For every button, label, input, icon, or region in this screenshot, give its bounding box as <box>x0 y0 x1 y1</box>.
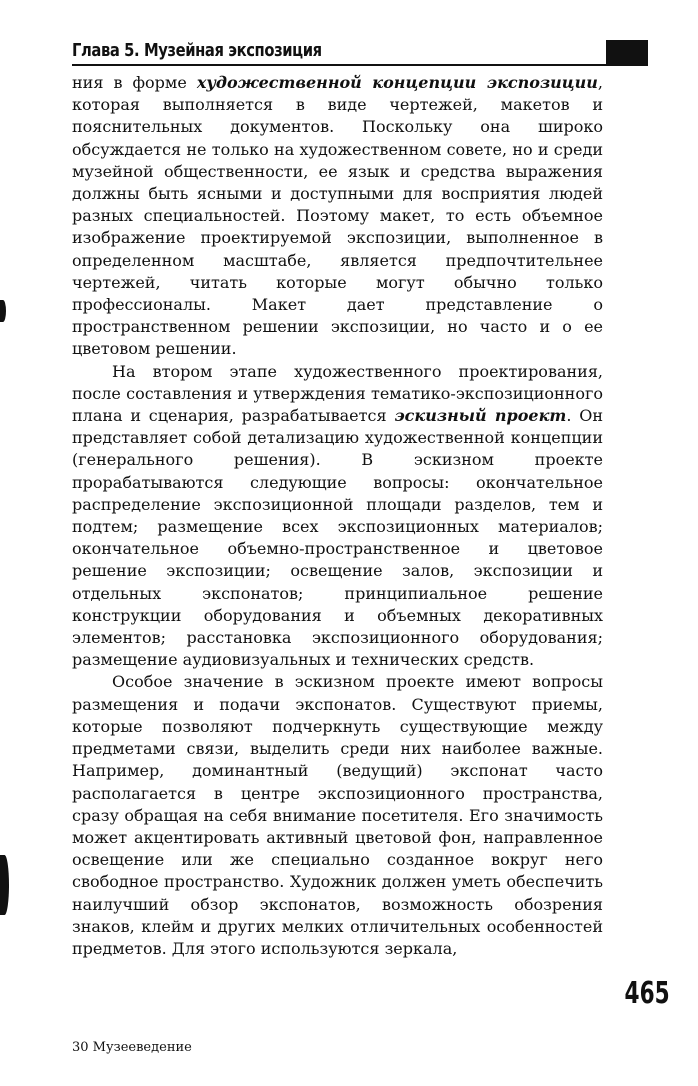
paragraph-2-text-after: . Он представляет собой детализацию художественной концепции (генерального решения). В эскизном проекте прорабатываются следующие вопросы: окончательное распределение экспозиционной площади разделов, тем и подтем; размещение всех экспозиционных материалов; окончательное объемно-пространственное и цветовое решение экспозиции; освещение залов, экспозиции и отдельных экспонатов; принципиальное решение конструкции оборудования и объемных декоративных элементов; расстановка экспозиционного оборудования; размещение аудиовизуальных и технических средств. <box>72 406 604 670</box>
body-text <box>72 72 603 960</box>
term-art-concept: художественной концепции экспозиции <box>196 73 598 92</box>
paragraph-1 <box>72 72 603 361</box>
term-sketch-project: эскизный проект <box>394 406 567 426</box>
paragraph-1-text-after: , которая выполняется в виде чертежей, макетов и пояснительных документов. Поскольку она широко обсуждается не только на художественном совете, но и среди музейной общественности, ее язык и средства выражения должны быть ясными и доступными для восприятия людей разных специальностей. Поэтому макет, то есть объемное изображение проектируемой экспозиции, выполненное в определенном масштабе, является предпочтительнее чертежей, читать которые могут обычно только профессионалы. Макет дает представление о пространственном решении экспозиции, но часто и о ее цветовом решении. <box>72 73 603 359</box>
header-black-block <box>606 40 648 64</box>
footer-signature: 30 Музееведение <box>72 1040 192 1055</box>
paragraph-3 <box>72 671 603 960</box>
paragraph-2 <box>72 361 603 672</box>
scan-edge-mark <box>0 300 6 322</box>
paragraph-1-text-before: ния в форме <box>72 73 197 92</box>
running-header <box>72 40 648 66</box>
scan-edge-mark <box>0 855 9 915</box>
paragraph-2-text-before: На втором этапе художественного проектирования, после составления и утверждения тематико-экспозиционного плана и сценария, разрабатывается <box>72 361 603 426</box>
page-number: 465 <box>624 976 670 1011</box>
chapter-title: Глава 5. Музейная экспозиция <box>72 40 322 61</box>
paragraph-3-text: Особое значение в эскизном проекте имеют вопросы размещения и подачи экспонатов. Существуют приемы, которые позволяют подчеркнуть существующие между предметами связи, выделить среди них наиболее важные. Например, доминантный (ведущий) экспонат часто располагается в центре экспозиционного пространства, сразу обращая на себя внимание посетителя. Его значимость может акцентировать активный цветовой фон, направленное освещение или же специально созданное вокруг него свободное пространство. Художник должен уметь обеспечить наилучший обзор экспонатов, возможность обозрения знаков, клейм и других мелких отличительных особенностей предметов. Для этого используются зеркала, <box>72 672 603 958</box>
